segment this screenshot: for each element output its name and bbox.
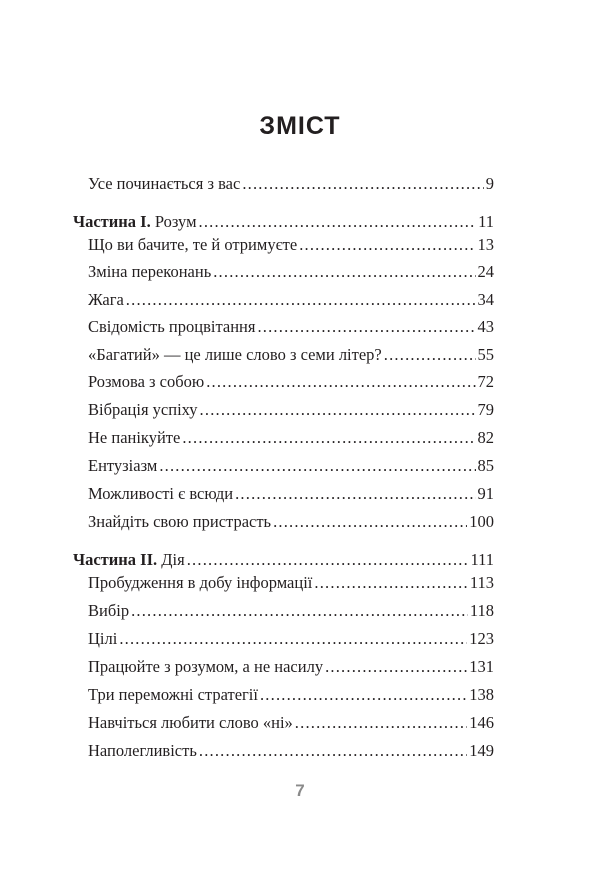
- dot-leader: [131, 600, 468, 622]
- toc-entry[interactable]: [88, 712, 494, 734]
- toc-entry-label: Навчіться любити слово «ні»: [88, 713, 293, 732]
- dot-leader: [273, 511, 467, 533]
- toc-entry-label: Працюйте з розумом, а не насилу: [88, 657, 324, 676]
- toc-entry-label: Три переможні стратегії: [88, 685, 258, 704]
- toc-part-label: [73, 549, 185, 571]
- toc-entry-label: Знайдіть свою пристрасть: [88, 512, 272, 531]
- dot-leader: [314, 572, 467, 594]
- toc-part-label: [73, 211, 197, 233]
- toc-entry-label: Свідомість процвітання: [88, 317, 256, 336]
- dot-leader: [159, 455, 475, 477]
- toc-entry-page: 24: [477, 262, 494, 281]
- toc-entry-page: 131: [469, 657, 494, 676]
- toc-entry-label: Наполегливість: [88, 741, 197, 760]
- toc-entry[interactable]: [88, 399, 494, 421]
- toc-entry-page: 85: [477, 456, 494, 475]
- toc-entry-page: 138: [469, 685, 494, 704]
- dot-leader: [213, 261, 475, 283]
- toc-entry-page: 72: [477, 372, 494, 391]
- toc-entry[interactable]: [88, 628, 494, 650]
- page-number: 7: [295, 781, 305, 800]
- toc-part-page: 111: [470, 550, 494, 569]
- toc-part-page: 11: [478, 212, 494, 231]
- toc-entry-label: Усе починається з вас: [88, 174, 241, 193]
- dot-leader: [199, 740, 467, 762]
- toc-entry-page: 9: [485, 174, 494, 193]
- toc-entry-page: 55: [477, 345, 494, 364]
- toc-entry-page: 13: [477, 235, 494, 254]
- toc-entry[interactable]: [88, 455, 494, 477]
- toc-part-1[interactable]: [73, 211, 494, 233]
- dot-leader: [206, 371, 475, 393]
- dot-leader: [384, 344, 476, 366]
- dot-leader: [242, 173, 483, 195]
- dot-leader: [295, 712, 467, 734]
- dot-leader: [119, 628, 467, 650]
- toc-entry-page: 123: [469, 629, 494, 648]
- toc-entry-label: Вибір: [88, 601, 130, 620]
- dot-leader: [199, 211, 477, 233]
- toc-entry-label: Вібрація успіху: [88, 400, 198, 419]
- toc-entry-page: 82: [477, 428, 494, 447]
- toc-entry-label: Що ви бачите, те й отримуєте: [88, 235, 298, 254]
- toc-part-2[interactable]: [73, 549, 494, 571]
- toc-entry-page: 79: [477, 400, 494, 419]
- toc-entry[interactable]: [88, 316, 494, 338]
- toc-entry-label: Пробудження в добу інформації: [88, 573, 313, 592]
- part-title: Дія: [161, 550, 185, 569]
- toc-entry[interactable]: [88, 483, 494, 505]
- toc-entry-label: Можливості є всюди: [88, 484, 234, 503]
- toc-entry-page: 43: [477, 317, 494, 336]
- dot-leader: [325, 656, 467, 678]
- toc-entry-page: 113: [469, 573, 494, 592]
- toc-entry[interactable]: [88, 656, 494, 678]
- toc-entry-page: 118: [469, 601, 494, 620]
- dot-leader: [260, 684, 467, 706]
- toc-entry-label: Жага: [88, 290, 124, 309]
- toc-entry-page: 91: [477, 484, 494, 503]
- toc-entry[interactable]: [88, 234, 494, 256]
- toc-entry-intro[interactable]: [88, 173, 494, 195]
- toc-entry-page: 34: [477, 290, 494, 309]
- toc-entry[interactable]: [88, 371, 494, 393]
- dot-leader: [299, 234, 475, 256]
- dot-leader: [235, 483, 475, 505]
- dot-leader: [187, 549, 469, 571]
- toc-entry[interactable]: [88, 289, 494, 311]
- dot-leader: [257, 316, 475, 338]
- toc-entry-page: 146: [469, 713, 494, 732]
- part-prefix: Частина II.: [73, 550, 158, 569]
- dot-leader: [200, 399, 476, 421]
- toc-entry-label: Цілі: [88, 629, 118, 648]
- toc-entry[interactable]: [88, 740, 494, 762]
- toc-entry-label: «Багатий» — це лише слово з семи літер?: [88, 345, 382, 364]
- dot-leader: [182, 427, 475, 449]
- toc-entry[interactable]: [88, 344, 494, 366]
- toc-entry[interactable]: [88, 427, 494, 449]
- toc-entry[interactable]: [88, 572, 494, 594]
- toc-entry-page: 149: [469, 741, 494, 760]
- toc-entry-label: Ентузіазм: [88, 456, 158, 475]
- toc-entry-label: Розмова з собою: [88, 372, 205, 391]
- toc-entry[interactable]: [88, 684, 494, 706]
- part-title: Розум: [154, 212, 197, 231]
- toc-entry[interactable]: [88, 511, 494, 533]
- dot-leader: [126, 289, 476, 311]
- toc-title: ЗМІСТ: [259, 112, 341, 140]
- toc-entry-label: Зміна переконань: [88, 262, 212, 281]
- toc-entry-label: Не панікуйте: [88, 428, 181, 447]
- toc-entry-page: 100: [469, 512, 494, 531]
- toc-entry[interactable]: [88, 261, 494, 283]
- part-prefix: Частина I.: [73, 212, 151, 231]
- toc-entry[interactable]: [88, 600, 494, 622]
